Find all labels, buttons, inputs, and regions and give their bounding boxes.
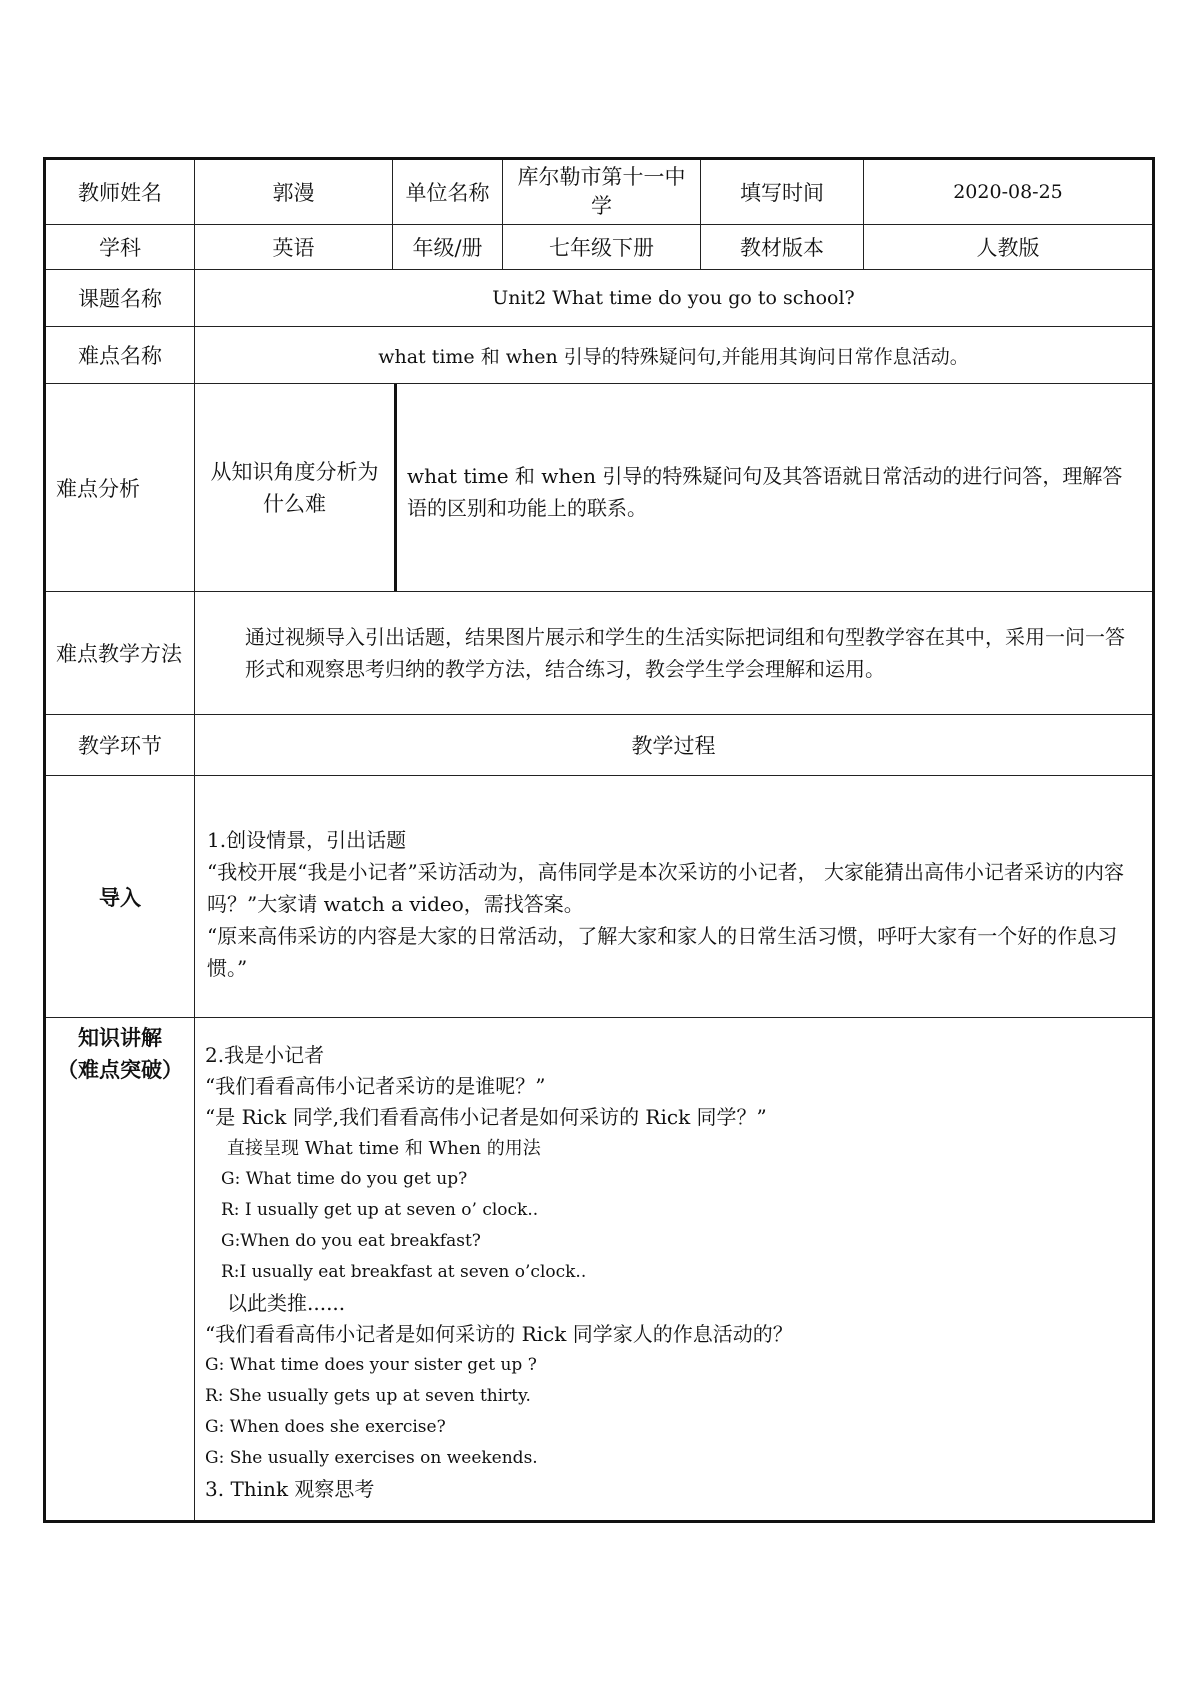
intro-line: “我校开展“我是小记者”采访活动为，高伟同学是本次采访的小记者， 大家能猜出高伟小记者采访的内容吗？”大家请 watch a video，需找答案。	[207, 860, 1125, 916]
teacher-value: 郭漫	[195, 159, 393, 225]
analysis-text: what time 和 when 引导的特殊疑问句及其答语就日常活动的进行问答，理解答语的区别和功能上的联系。	[407, 464, 1123, 520]
date-value: 2020-08-25	[864, 159, 1154, 225]
knowledge-line: G: When does she exercise?	[205, 1417, 446, 1437]
subject-label: 学科	[45, 225, 195, 270]
unit-label: 单位名称	[393, 159, 503, 225]
intro-line: 1.创设情景，引出话题	[207, 828, 407, 852]
intro-line: “原来高伟采访的内容是大家的日常活动，了解大家和家人的日常生活习惯，呼吁大家有一个好的作息习惯。”	[207, 924, 1118, 980]
difficulty-row	[45, 327, 1154, 384]
knowledge-line: 2.我是小记者	[205, 1043, 325, 1067]
edition-value: 人教版	[864, 225, 1154, 270]
knowledge-content	[195, 1018, 1154, 1522]
teacher-label: 教师姓名	[45, 159, 195, 225]
knowledge-line: G: What time do you get up?	[221, 1169, 468, 1189]
knowledge-line: 3. Think 观察思考	[205, 1477, 375, 1501]
header-row-1	[45, 159, 1154, 225]
knowledge-label-line2: （难点突破）	[57, 1057, 183, 1082]
topic-value: Unit2 What time do you go to school?	[195, 270, 1154, 327]
method-label: 难点教学方法	[45, 592, 195, 715]
knowledge-line: G: She usually exercises on weekends.	[205, 1448, 538, 1468]
unit-value: 库尔勒市第十一中学	[503, 159, 701, 225]
intro-label: 导入	[45, 776, 195, 1018]
topic-row	[45, 270, 1154, 327]
process-header-row	[45, 715, 1154, 776]
knowledge-row	[45, 1018, 1154, 1522]
header-row-2	[45, 225, 1154, 270]
analysis-label: 难点分析	[45, 384, 195, 592]
knowledge-line: 以此类推......	[227, 1291, 346, 1315]
knowledge-label	[45, 1018, 195, 1522]
method-row	[45, 592, 1154, 715]
analysis-cell	[195, 384, 1154, 592]
knowledge-line: R:I usually eat breakfast at seven o’clock..	[221, 1262, 587, 1282]
grade-value: 七年级下册	[503, 225, 701, 270]
knowledge-label-line1: 知识讲解	[78, 1025, 162, 1050]
intro-row	[45, 776, 1154, 1018]
process-label: 教学环节	[45, 715, 195, 776]
grade-label: 年级/册	[393, 225, 503, 270]
knowledge-line: “我们看看高伟小记者是如何采访的 Rick 同学家人的作息活动的？	[205, 1322, 793, 1346]
analysis-sub-label: 从知识角度分析为什么难	[195, 384, 397, 591]
difficulty-label: 难点名称	[45, 327, 195, 384]
knowledge-line: G: What time does your sister get up ?	[205, 1355, 537, 1375]
lesson-plan-table	[43, 157, 1155, 1523]
method-text: 通过视频导入引出话题，结果图片展示和学生的生活实际把词组和句型教学容在其中，采用一问一答形式和观察思考归纳的教学方法，结合练习，教会学生学会理解和运用。	[195, 592, 1154, 715]
date-label: 填写时间	[701, 159, 864, 225]
knowledge-line: “我们看看高伟小记者采访的是谁呢？”	[205, 1074, 546, 1098]
edition-label: 教材版本	[701, 225, 864, 270]
topic-label: 课题名称	[45, 270, 195, 327]
analysis-row	[45, 384, 1154, 592]
knowledge-line: “是 Rick 同学,我们看看高伟小记者是如何采访的 Rick 同学？”	[205, 1105, 767, 1129]
difficulty-value: what time 和 when 引导的特殊疑问句,并能用其询问日常作息活动。	[195, 327, 1154, 384]
knowledge-line: G:When do you eat breakfast?	[221, 1231, 481, 1251]
subject-value: 英语	[195, 225, 393, 270]
knowledge-line: R: She usually gets up at seven thirty.	[205, 1386, 531, 1406]
knowledge-line: R: I usually get up at seven o’ clock..	[221, 1200, 539, 1220]
process-value: 教学过程	[195, 715, 1154, 776]
knowledge-line: 直接呈现 What time 和 When 的用法	[227, 1138, 541, 1159]
intro-content	[195, 776, 1154, 1018]
